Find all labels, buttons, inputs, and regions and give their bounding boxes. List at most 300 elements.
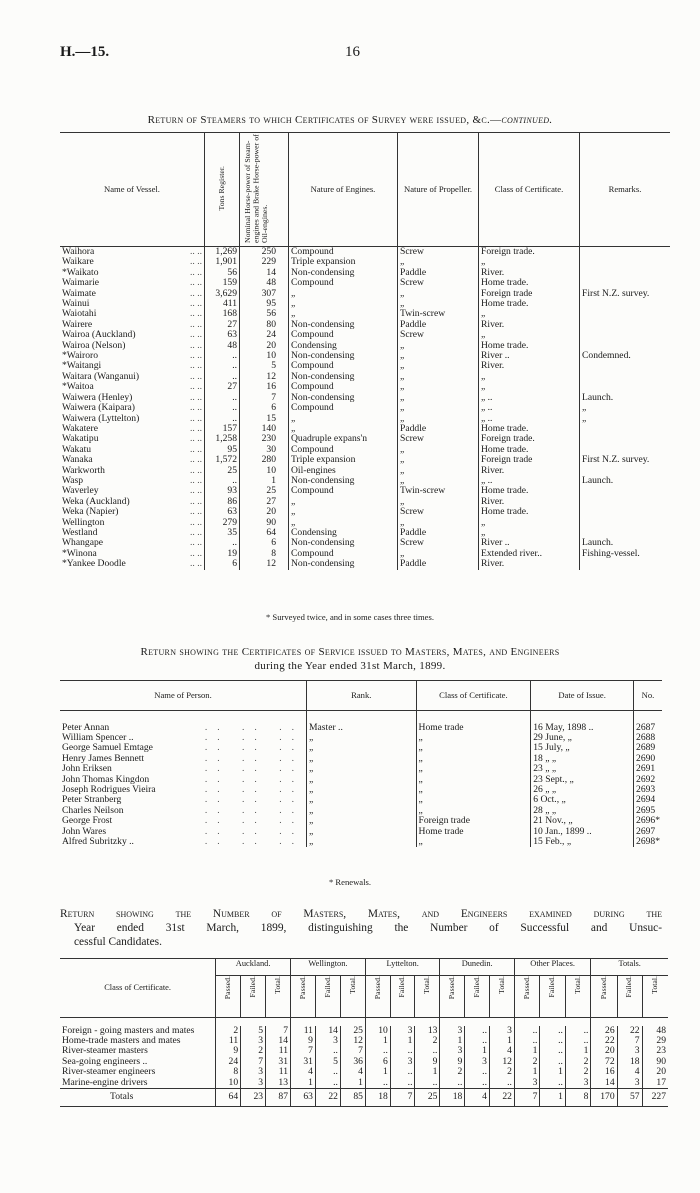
leader-dots: .. .. <box>190 298 202 310</box>
page-number: 16 <box>345 44 360 60</box>
leader-dots: .. .. <box>190 443 202 455</box>
horsepower-cell: 230 <box>240 434 289 444</box>
rank-cell: „ <box>307 827 417 837</box>
class-cell: „ .. <box>479 403 580 413</box>
count-cell: 11 <box>216 1036 241 1046</box>
engines-cell: Compound <box>289 278 398 288</box>
subheader-passed <box>365 976 390 1018</box>
count-cell: 31 <box>291 1057 316 1067</box>
engines-cell: „ <box>289 497 398 507</box>
vessel-name: Westland <box>62 526 98 538</box>
rank-cell: „ <box>307 754 417 764</box>
date-cell: 26 „ „ <box>531 785 634 795</box>
col-cert-class-header: Class of Certificate. <box>104 982 171 992</box>
table-row <box>60 528 670 538</box>
table-row <box>60 559 670 569</box>
remarks-cell: Launch. <box>580 538 671 548</box>
examined-body <box>60 1026 668 1107</box>
remarks-cell: „ <box>580 414 671 424</box>
propeller-cell: „ <box>398 445 479 455</box>
cert-class-cell: „ <box>416 775 531 785</box>
count-cell: .. <box>540 1036 565 1046</box>
propeller-cell: „ <box>398 497 479 507</box>
table-row <box>60 795 662 805</box>
subheader-total <box>266 976 291 1018</box>
table-row <box>60 445 670 455</box>
leader-dots: .. .. <box>190 246 202 257</box>
total-cell: 22 <box>489 1088 514 1106</box>
table-row <box>60 837 662 847</box>
propeller-cell: Paddle <box>398 320 479 330</box>
horsepower-cell: 250 <box>240 247 289 258</box>
count-cell: .. <box>415 1046 440 1056</box>
subheader-label: Total. <box>496 976 506 994</box>
vessel-name: Wainui <box>62 298 90 310</box>
service-caption-line1: Return showing the Certificates of Service issued to Masters, Mates, and Engineers <box>140 646 560 658</box>
table-row <box>60 507 670 517</box>
subheader-passed <box>291 976 316 1018</box>
horsepower-cell: 307 <box>240 289 289 299</box>
subheader-total <box>565 976 590 1018</box>
remarks-cell: Launch. <box>580 393 671 403</box>
table-row <box>60 361 670 371</box>
rank-cell: „ <box>307 775 417 785</box>
count-cell: 9 <box>415 1057 440 1067</box>
rank-cell: „ <box>307 795 417 805</box>
person-name: John Thomas Kingdon <box>62 773 150 785</box>
total-cell: 22 <box>315 1088 340 1106</box>
date-cell: 23 „ „ <box>531 764 634 774</box>
cert-class-cell: „ <box>416 754 531 764</box>
col-remarks: Remarks. <box>580 133 671 247</box>
subheader-passed <box>514 976 539 1018</box>
count-cell: 1 <box>540 1067 565 1077</box>
total-cell: 1 <box>540 1088 565 1106</box>
vessel-name: *Winona <box>62 547 97 559</box>
leader-dots: .. .. .. <box>204 825 305 837</box>
leader-dots: .. .. <box>190 485 202 497</box>
count-cell: 14 <box>315 1026 340 1036</box>
table-row <box>60 497 670 507</box>
tons-cell: 3,629 <box>205 289 240 299</box>
vessel-name: Wairoa (Auckland) <box>62 329 136 341</box>
number-cell: 2692 <box>634 775 662 785</box>
cert-class-cell: „ <box>416 837 531 847</box>
count-cell: .. <box>415 1078 440 1089</box>
leader-dots: .. .. .. <box>204 731 305 743</box>
class-cell: River. <box>479 361 580 371</box>
count-cell: 72 <box>591 1057 617 1067</box>
table-row <box>60 247 670 258</box>
examined-caption-line2: Year ended 31st March, 1899, distinguishing the Number of Successful and Unsuc- <box>74 922 662 934</box>
subheader-label: Failed. <box>471 976 481 998</box>
count-cell: .. <box>390 1078 415 1089</box>
tons-cell: 279 <box>205 518 240 528</box>
count-cell: 10 <box>365 1026 390 1036</box>
tons-cell: .. <box>205 393 240 403</box>
count-cell: 3 <box>514 1078 539 1089</box>
tons-cell: .. <box>205 538 240 548</box>
total-cell: 64 <box>216 1088 241 1106</box>
engines-cell: Triple expansion <box>289 257 398 267</box>
col-cert-class: Class of Certificate. <box>416 681 531 711</box>
leader-dots: .. .. <box>190 516 202 528</box>
remarks-cell <box>580 247 671 258</box>
propeller-cell: „ <box>398 341 479 351</box>
count-cell: 3 <box>489 1026 514 1036</box>
count-cell: 22 <box>591 1036 617 1046</box>
propeller-cell: Screw <box>398 330 479 340</box>
count-cell: 1 <box>291 1078 316 1089</box>
subheader-label: Failed. <box>322 976 332 998</box>
count-cell: 12 <box>340 1036 365 1046</box>
leader-dots: .. .. <box>190 266 202 278</box>
propeller-cell: „ <box>398 476 479 486</box>
count-cell: .. <box>540 1046 565 1056</box>
remarks-cell <box>580 330 671 340</box>
engines-cell: Non-condensing <box>289 538 398 548</box>
remarks-cell <box>580 486 671 496</box>
class-cell: Foreign trade <box>479 289 580 299</box>
class-cell: River .. <box>479 538 580 548</box>
total-cell: 18 <box>365 1088 390 1106</box>
count-cell: 20 <box>591 1046 617 1056</box>
tons-cell: 48 <box>205 341 240 351</box>
number-cell: 2697 <box>634 827 662 837</box>
count-cell: 3 <box>390 1026 415 1036</box>
vessel-name: Wairere <box>62 318 93 330</box>
cert-class-cell: „ <box>416 806 531 816</box>
engines-cell: „ <box>289 518 398 528</box>
person-name: Joseph Rodrigues Vieira <box>62 783 156 795</box>
subheader-failed <box>241 976 266 1018</box>
vessel-name: Wellington <box>62 516 105 528</box>
vessel-name: Waiwera (Kaipara) <box>62 402 135 414</box>
cert-class-label: River-steamer engineers <box>62 1066 156 1078</box>
class-cell: Foreign trade. <box>479 247 580 258</box>
count-cell: 9 <box>440 1057 465 1067</box>
count-cell: 5 <box>241 1026 266 1036</box>
class-cell: Home trade. <box>479 299 580 309</box>
class-cell: River. <box>479 497 580 507</box>
horsepower-cell: 25 <box>240 486 289 496</box>
count-cell: 1 <box>465 1046 490 1056</box>
class-cell: Foreign trade <box>479 455 580 465</box>
tons-cell: 1,901 <box>205 257 240 267</box>
leader-dots: .. .. <box>190 506 202 518</box>
cert-class-cell: „ <box>416 785 531 795</box>
horsepower-cell: 6 <box>240 538 289 548</box>
horsepower-cell: 1 <box>240 476 289 486</box>
rank-cell: „ <box>307 733 417 743</box>
engines-cell: Quadruple expans'n <box>289 434 398 444</box>
tons-cell: 19 <box>205 549 240 559</box>
vessel-name: Weka (Auckland) <box>62 495 130 507</box>
vessel-name: *Waitangi <box>62 360 102 372</box>
engines-cell: Compound <box>289 486 398 496</box>
propeller-cell: Paddle <box>398 559 479 569</box>
vessel-name: Wakatu <box>62 443 92 455</box>
count-cell: .. <box>514 1036 539 1046</box>
count-cell: 11 <box>266 1067 291 1077</box>
number-cell: 2693 <box>634 785 662 795</box>
tons-cell: 6 <box>205 559 240 569</box>
count-cell: 4 <box>617 1067 642 1077</box>
table-row <box>60 372 670 382</box>
remarks-cell <box>580 299 671 309</box>
horsepower-cell: 95 <box>240 299 289 309</box>
table-row <box>60 1078 668 1089</box>
person-name-cell <box>60 837 307 847</box>
table-row <box>60 827 662 837</box>
tons-cell: 157 <box>205 424 240 434</box>
count-cell: .. <box>365 1046 390 1056</box>
vessel-name: *Waikato <box>62 266 99 278</box>
cert-class-cell: Home trade <box>416 827 531 837</box>
remarks-cell <box>580 361 671 371</box>
engines-cell: Non-condensing <box>289 372 398 382</box>
horsepower-cell: 280 <box>240 455 289 465</box>
cert-class-cell: „ <box>416 795 531 805</box>
total-cell: 18 <box>440 1088 465 1106</box>
subheader-total <box>415 976 440 1018</box>
cert-class-cell: Foreign trade <box>416 816 531 826</box>
remarks-cell <box>580 497 671 507</box>
class-cell: Home trade. <box>479 424 580 434</box>
leader-dots: .. .. <box>190 526 202 538</box>
date-cell: 15 July, „ <box>531 743 634 753</box>
propeller-cell: „ <box>398 351 479 361</box>
table-row <box>60 743 662 753</box>
leader-dots: .. .. <box>190 412 202 424</box>
date-cell: 21 Nov., „ <box>531 816 634 826</box>
subheader-label: Passed. <box>447 976 457 1000</box>
count-cell: .. <box>465 1078 490 1089</box>
cert-class-label: Marine-engine drivers <box>62 1076 148 1088</box>
count-cell: 3 <box>617 1046 642 1056</box>
number-cell: 2691 <box>634 764 662 774</box>
remarks-cell: Launch. <box>580 476 671 486</box>
horsepower-cell: 10 <box>240 466 289 476</box>
subheader-failed <box>617 976 642 1018</box>
table-row <box>60 393 670 403</box>
leader-dots: .. .. <box>190 287 202 299</box>
tons-cell: 411 <box>205 299 240 309</box>
count-cell: .. <box>489 1078 514 1089</box>
leader-dots: .. .. <box>190 558 202 570</box>
vessel-name: Wakatipu <box>62 433 99 445</box>
leader-dots: .. .. <box>190 318 202 330</box>
tons-cell: .. <box>205 403 240 413</box>
remarks-cell <box>580 257 671 267</box>
steamers-body <box>60 247 670 570</box>
person-name: Henry James Bennett <box>62 752 145 764</box>
rank-cell: „ <box>307 837 417 847</box>
count-cell: 4 <box>291 1067 316 1077</box>
col-horsepower: Nominal Horse-power of Steam-engines and Brake Horse-power of Oil-engines. <box>240 133 289 247</box>
rank-cell: Master .. <box>307 723 417 733</box>
count-cell: .. <box>390 1067 415 1077</box>
propeller-cell: Twin-screw <box>398 309 479 319</box>
count-cell: 9 <box>216 1046 241 1056</box>
leader-dots: .. .. <box>190 360 202 372</box>
table-row <box>60 518 670 528</box>
engines-cell: Non-condensing <box>289 393 398 403</box>
tons-cell: 1,572 <box>205 455 240 465</box>
table-row <box>60 268 670 278</box>
remarks-cell <box>580 309 671 319</box>
vessel-name: Wairoa (Nelson) <box>62 339 126 351</box>
leader-dots: .. .. <box>190 308 202 320</box>
col-tons: Tons Register. <box>205 133 240 247</box>
remarks-cell <box>580 559 671 569</box>
examined-caption-line3: cessful Candidates. <box>74 936 162 948</box>
vessel-name: Waiwera (Lyttelton) <box>62 412 140 424</box>
vessel-name: Waimarie <box>62 277 100 289</box>
remarks-cell <box>580 507 671 517</box>
propeller-cell: „ <box>398 466 479 476</box>
subheader-label: Failed. <box>397 976 407 998</box>
group-auckland: Auckland. <box>216 959 291 976</box>
class-cell: „ <box>479 309 580 319</box>
horsepower-cell: 24 <box>240 330 289 340</box>
total-cell: 170 <box>591 1088 617 1106</box>
steamers-footnote: * Surveyed twice, and in some cases three times. <box>265 612 434 622</box>
leader-dots: .. .. <box>190 402 202 414</box>
class-cell: River. <box>479 320 580 330</box>
col-person: Name of Person. <box>154 690 212 701</box>
propeller-cell: Twin-screw <box>398 486 479 496</box>
horsepower-cell: 64 <box>240 528 289 538</box>
count-cell: .. <box>514 1026 539 1036</box>
engines-cell: Triple expansion <box>289 455 398 465</box>
vessel-name: Whangape <box>62 537 104 549</box>
count-cell: 2 <box>565 1057 590 1067</box>
rank-cell: „ <box>307 785 417 795</box>
cert-class-cell: „ <box>416 733 531 743</box>
count-cell: 9 <box>291 1036 316 1046</box>
leader-dots: .. .. <box>190 370 202 382</box>
engines-cell: Compound <box>289 549 398 559</box>
count-cell: 1 <box>514 1067 539 1077</box>
engines-cell: Condensing <box>289 341 398 351</box>
date-cell: 28 „ „ <box>531 806 634 816</box>
leader-dots: .. .. <box>190 339 202 351</box>
service-table <box>60 680 662 847</box>
count-cell: 24 <box>216 1057 241 1067</box>
tons-cell: 27 <box>205 382 240 392</box>
subheader-label: Total. <box>650 976 660 994</box>
remarks-cell: First N.Z. survey. <box>580 455 671 465</box>
propeller-cell: „ <box>398 549 479 559</box>
group-other: Other Places. <box>514 959 590 976</box>
propeller-cell: „ <box>398 257 479 267</box>
count-cell: 3 <box>465 1057 490 1067</box>
horsepower-cell: 90 <box>240 518 289 528</box>
person-name: John Wares <box>62 825 107 837</box>
count-cell: 1 <box>415 1067 440 1077</box>
class-cell: „ .. <box>479 393 580 403</box>
person-name: Peter Stranberg <box>62 794 122 806</box>
table-row <box>60 330 670 340</box>
count-cell: 2 <box>514 1057 539 1067</box>
count-cell: 3 <box>241 1078 266 1089</box>
propeller-cell: „ <box>398 382 479 392</box>
count-cell: 6 <box>365 1057 390 1067</box>
leader-dots: .. .. .. <box>204 763 305 775</box>
count-cell: 29 <box>642 1036 668 1046</box>
total-cell: 85 <box>340 1088 365 1106</box>
examined-caption <box>60 907 662 949</box>
leader-dots: .. .. .. <box>204 835 305 847</box>
count-cell: 16 <box>591 1067 617 1077</box>
count-cell: 11 <box>291 1026 316 1036</box>
total-cell: 227 <box>642 1088 668 1106</box>
totals-row <box>60 1088 668 1106</box>
remarks-cell <box>580 268 671 278</box>
count-cell: .. <box>365 1078 390 1089</box>
tons-cell: 95 <box>205 445 240 455</box>
engines-cell: Condensing <box>289 528 398 538</box>
count-cell: 3 <box>315 1036 340 1046</box>
count-cell: 18 <box>617 1057 642 1067</box>
cert-class-label: Home-trade masters and mates <box>62 1034 181 1046</box>
rank-cell: „ <box>307 816 417 826</box>
col-rank: Rank. <box>307 681 417 711</box>
horsepower-cell: 30 <box>240 445 289 455</box>
cert-class-cell: Home trade <box>416 723 531 733</box>
tons-cell: 1,258 <box>205 434 240 444</box>
horsepower-cell: 20 <box>240 507 289 517</box>
subheader-total <box>340 976 365 1018</box>
table-row <box>60 257 670 267</box>
subheader-label: Total. <box>572 976 582 994</box>
horsepower-cell: 14 <box>240 268 289 278</box>
propeller-cell: Screw <box>398 434 479 444</box>
count-cell: .. <box>465 1067 490 1077</box>
count-cell: 1 <box>565 1046 590 1056</box>
col-class: Class of Certificate. <box>479 133 580 247</box>
count-cell: 1 <box>514 1046 539 1056</box>
engines-cell: Non-condensing <box>289 268 398 278</box>
horsepower-cell: 48 <box>240 278 289 288</box>
person-name: William Spencer .. <box>62 731 134 743</box>
vessel-name: Waverley <box>62 485 99 497</box>
vessel-name: Weka (Napier) <box>62 506 119 518</box>
person-name: Charles Neilson <box>62 804 124 816</box>
leader-dots: .. .. .. <box>204 742 305 754</box>
table-row <box>60 299 670 309</box>
count-cell: 4 <box>489 1046 514 1056</box>
leader-dots: .. .. <box>190 474 202 486</box>
vessel-name: Waiwera (Henley) <box>62 391 133 403</box>
count-cell: .. <box>465 1026 490 1036</box>
count-cell: 3 <box>241 1036 266 1046</box>
count-cell: .. <box>540 1057 565 1067</box>
class-cell: Extended river.. <box>479 549 580 559</box>
leader-dots: .. .. .. <box>204 752 305 764</box>
count-cell: .. <box>390 1046 415 1056</box>
count-cell: 11 <box>266 1046 291 1056</box>
col-date: Date of Issue. <box>531 681 634 711</box>
vessel-name: Warkworth <box>62 464 105 476</box>
class-cell: River. <box>479 559 580 569</box>
total-cell: 4 <box>465 1088 490 1106</box>
horsepower-cell: 10 <box>240 351 289 361</box>
tons-cell: .. <box>205 361 240 371</box>
horsepower-cell: 140 <box>240 424 289 434</box>
number-cell: 2690 <box>634 754 662 764</box>
